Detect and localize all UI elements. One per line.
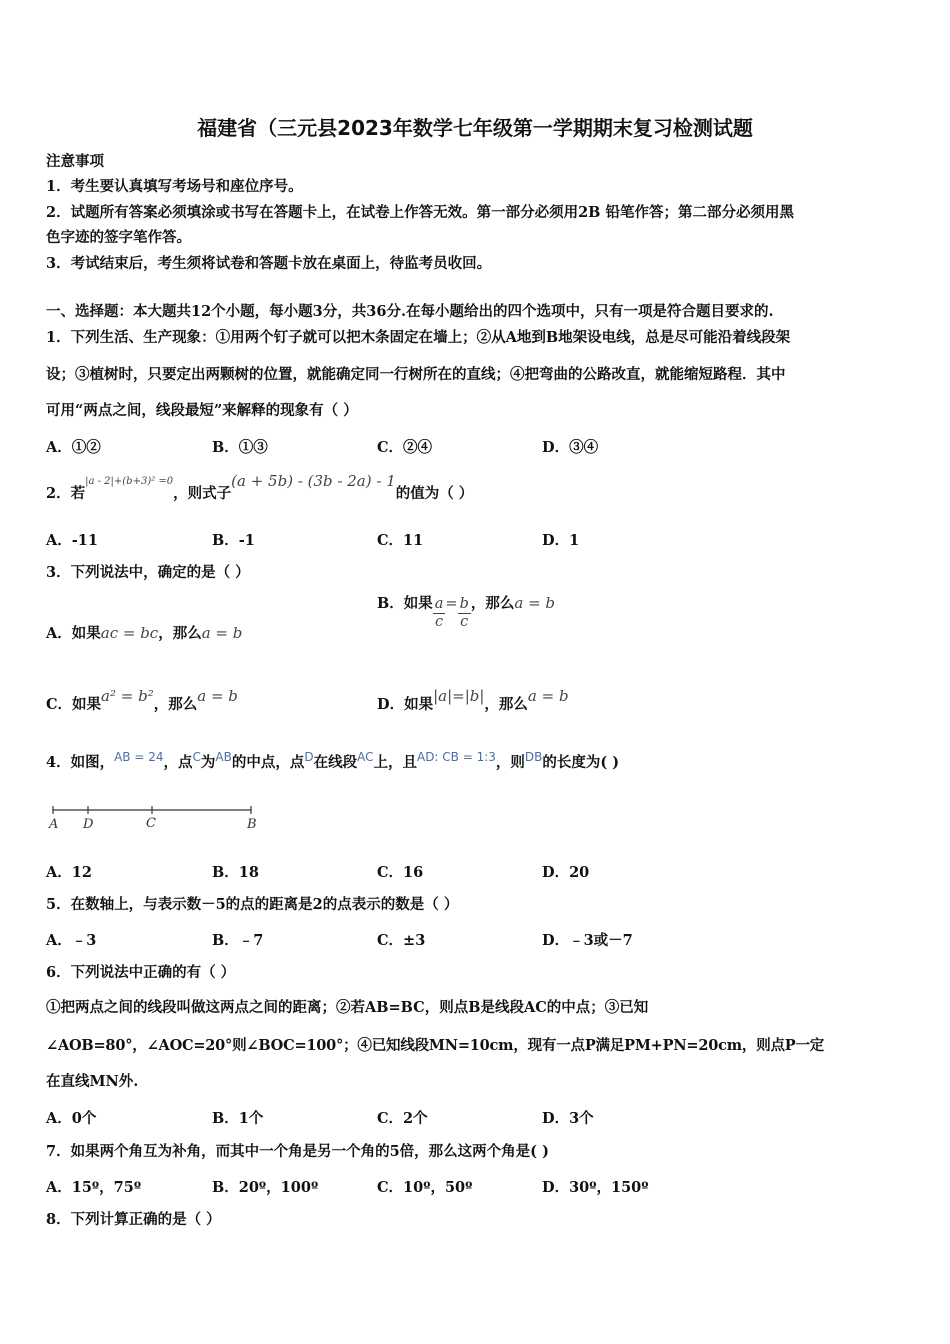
q6-option-b: B．1个	[212, 1110, 264, 1127]
q6-line-3: 在直线MN外.	[46, 1073, 139, 1090]
q6-option-d: D．3个	[542, 1110, 594, 1127]
q3-option-a: A．如果ac = bc，那么a = b	[46, 624, 243, 642]
q1-option-c: C．②④	[377, 439, 433, 456]
label-c: C	[146, 816, 156, 831]
q7-stem: 7．如果两个角互为补角，而其中一个角是另一个角的5倍，那么这两个角是( )	[46, 1143, 549, 1160]
q5-option-a: A．﹣3	[46, 932, 97, 949]
q4-option-b: B．18	[212, 864, 259, 881]
q4-option-a: A．12	[46, 864, 92, 881]
q2-expression: (a + 5b) - (3b - 2a) - 1	[231, 472, 396, 490]
q1-line-1: 1．下列生活、生产现象：①用两个钉子就可以把木条固定在墙上；②从A地到B地架设电线，总是尽可能沿着线段架	[46, 329, 791, 346]
notice-item-2: 2．试题所有答案必须填涂或书写在答题卡上，在试卷上作答无效。第一部分必须用2B 铅笔作答；第二部分必须用黑	[46, 204, 794, 221]
q2-condition: |a - 2|+(b+3)² =0	[85, 476, 174, 487]
q2-middle: ，则式子	[173, 485, 232, 502]
q4-option-d: D．20	[542, 864, 590, 881]
q5-option-b: B．﹣7	[212, 932, 264, 949]
q7-option-c: C．10º，50º	[377, 1179, 473, 1196]
q4-option-c: C．16	[377, 864, 424, 881]
q5-option-c: C．±3	[377, 932, 426, 949]
q8-stem: 8．下列计算正确的是（ ）	[46, 1211, 221, 1228]
page-title: 福建省（三元县2023年数学七年级第一学期期末复习检测试题	[197, 116, 753, 140]
q7-option-a: A．15º，75º	[46, 1179, 142, 1196]
segment-figure	[44, 798, 264, 838]
q2-option-a: A．-11	[46, 532, 98, 549]
notice-item-2-cont: 色字迹的签字笔作答。	[46, 229, 191, 246]
notice-heading: 注意事项	[46, 153, 104, 170]
q2-option-d: D．1	[542, 532, 580, 549]
label-d: D	[83, 817, 94, 832]
q3-option-c: C．如果a² = b²，那么a = b	[46, 687, 238, 713]
q5-option-d: D．﹣3或－7	[542, 932, 633, 949]
q2-suffix: 的值为（ ）	[395, 485, 474, 502]
q6-stem: 6．下列说法中正确的有（ ）	[46, 964, 236, 981]
q6-line-1: ①把两点之间的线段叫做这两点之间的距离；②若AB=BC，则点B是线段AC的中点；③已知	[46, 999, 649, 1016]
q7-option-b: B．20º，100º	[212, 1179, 319, 1196]
notice-item-1: 1．考生要认真填写考场号和座位序号。	[46, 178, 303, 195]
q1-option-a: A．①②	[46, 439, 101, 456]
label-b: B	[247, 817, 257, 832]
section-heading: 一、选择题：本大题共12个小题，每小题3分，共36分.在每小题给出的四个选项中，只有一项是符合题目要求的.	[46, 303, 774, 320]
q3-option-b: B．如果 $\frac{a}{c}$ = $\frac{b}{c}$ ，那么a = b	[377, 593, 556, 630]
q2-prefix: 2．若	[46, 485, 86, 502]
q6-line-2: ∠AOB=80°，∠AOC=20°则∠BOC=100°；④已知线段MN=10cm，现有一点P满足PM+PN=20cm，则点P一定	[46, 1037, 825, 1054]
q2-option-c: C．11	[377, 532, 424, 549]
q1-option-d: D．③④	[542, 439, 599, 456]
q1-option-b: B．①③	[212, 439, 268, 456]
label-a: A	[49, 817, 59, 832]
q2-option-b: B．-1	[212, 532, 255, 549]
q5-stem: 5．在数轴上，与表示数－5的点的距离是2的点表示的数是（ ）	[46, 896, 459, 913]
q1-line-3: 可用“两点之间，线段最短”来解释的现象有（ ）	[46, 402, 358, 419]
q2-stem	[46, 472, 906, 506]
q3-stem: 3．下列说法中，确定的是（ ）	[46, 564, 250, 581]
q1-line-2: 设；③植树时，只要定出两颗树的位置，就能确定同一行树所在的直线；④把弯曲的公路改直，就能缩短路程．其中	[46, 366, 786, 383]
q3-option-d: D．如果|a|=|b|，那么a = b	[377, 687, 569, 713]
q6-option-c: C．2个	[377, 1110, 428, 1127]
q7-option-d: D．30º，150º	[542, 1179, 649, 1196]
q6-option-a: A．0个	[46, 1110, 97, 1127]
q4-stem: 4．如图，$^{AB = 24}$，点$^C$为$^{AB}$的中点，点$^D$在线段$^{AC}$上，且$^{AD: CB = 1:3}$，则$^{DB}$的长度为( )	[46, 750, 620, 771]
notice-item-3: 3．考试结束后，考生须将试卷和答题卡放在桌面上，待监考员收回。	[46, 255, 492, 272]
